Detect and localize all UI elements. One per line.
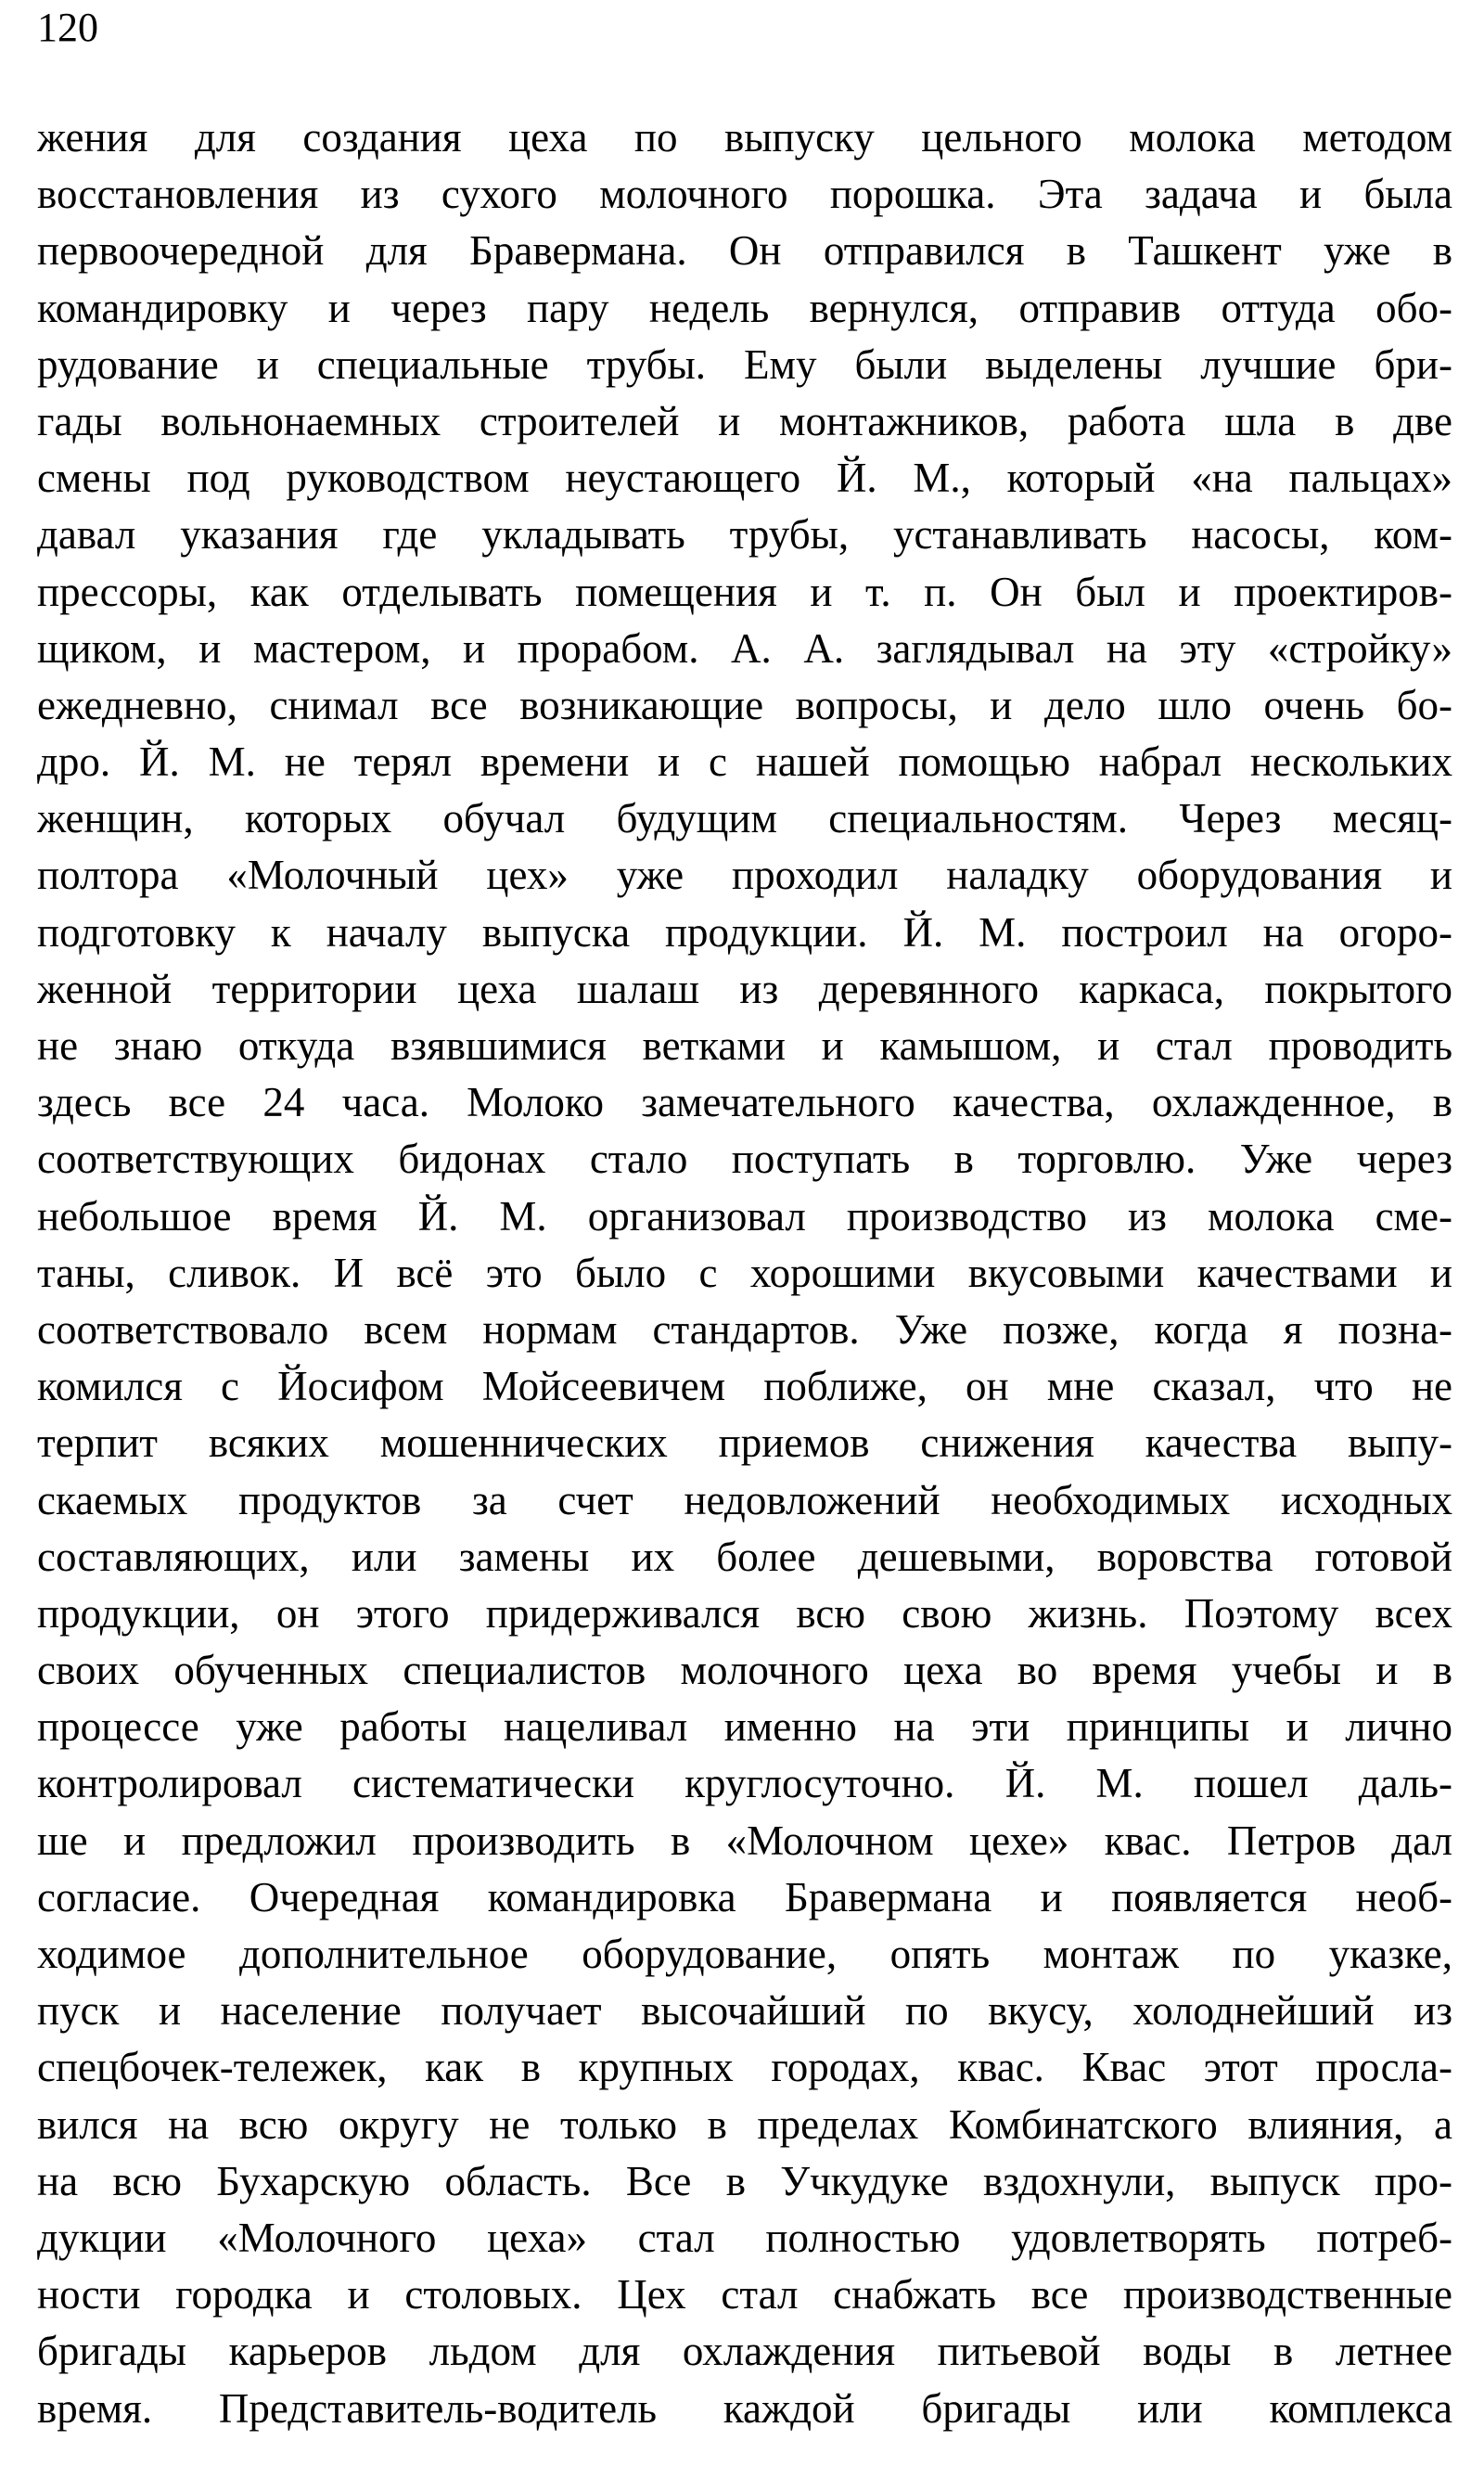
text-line: соответствовало всем нормам стандартов. Уже позже, когда я позна- <box>37 1305 1452 1353</box>
text-line: ше и предложил производить в «Молочном цехе» квас. Петров дал <box>37 1817 1452 1864</box>
text-line: продукции, он этого придерживался всю свою жизнь. Поэтому всех <box>37 1589 1452 1637</box>
text-line: женщин, которых обучал будущим специальностям. Через месяц- <box>37 795 1452 842</box>
text-line: на всю Бухарскую область. Все в Учкудуке вздохнули, выпуск про- <box>37 2157 1452 2204</box>
text-line: процессе уже работы нацеливал именно на эти принципы и лично <box>37 1703 1452 1751</box>
text-line: дро. Й. М. не терял времени и с нашей помощью набрал нескольких <box>37 739 1452 786</box>
text-line: женной территории цеха шалаш из деревянного каркаса, покрытого <box>37 965 1452 1012</box>
text-line: пуск и население получает высочайший по вкусу, холоднейший из <box>37 1987 1452 2035</box>
text-line: скаемых продуктов за счет недовложений необходимых исходных <box>37 1476 1452 1523</box>
text-line: спецбочек-тележек, как в крупных городах, квас. Квас этот просла- <box>37 2044 1452 2091</box>
text-line: командировку и через пару недель вернулся, отправив оттуда обо- <box>37 284 1452 331</box>
text-line: дукции «Молочного цеха» стал полностью удовлетворять потреб- <box>37 2214 1452 2261</box>
text-line: жения для создания цеха по выпуску цельного молока методом <box>37 114 1452 161</box>
text-line: составляющих, или замены их более дешевыми, воровства готовой <box>37 1533 1452 1580</box>
text-line: смены под руководством неустающего Й. М., который «на пальцах» <box>37 455 1452 502</box>
text-line: соответствующих бидонах стало поступать в торговлю. Уже через <box>37 1136 1452 1183</box>
text-line: комился с Йосифом Мойсеевичем поближе, он мне сказал, что не <box>37 1363 1452 1410</box>
text-line: рудование и специальные трубы. Ему были выделены лучшие бри- <box>37 340 1452 388</box>
text-line: вился на всю округу не только в пределах Комбинатского влияния, а <box>37 2100 1452 2148</box>
text-line: своих обученных специалистов молочного цеха во время учебы и в <box>37 1647 1452 1694</box>
text-line: подготовку к началу выпуска продукции. Й. М. построил на огоро- <box>37 908 1452 956</box>
text-line: согласие. Очередная командировка Бравермана и появляется необ- <box>37 1873 1452 1920</box>
text-line: терпит всяких мошеннических приемов снижения качества выпу- <box>37 1419 1452 1467</box>
text-line: ежедневно, снимал все возникающие вопросы, и дело шло очень бо- <box>37 681 1452 728</box>
text-line: давал указания где укладывать трубы, устанавливать насосы, ком- <box>37 511 1452 559</box>
text-line: гады вольнонаемных строителей и монтажников, работа шла в две <box>37 397 1452 444</box>
text-line: щиком, и мастером, и прорабом. А. А. заглядывал на эту «стройку» <box>37 624 1452 672</box>
text-line: первоочередной для Бравермана. Он отправился в Ташкент уже в <box>37 227 1452 275</box>
text-line: время. Представитель-водитель каждой бригады или комплекса <box>37 2384 1452 2432</box>
text-line: бригады карьеров льдом для охлаждения питьевой воды в летнее <box>37 2328 1452 2375</box>
text-line: здесь все 24 часа. Молоко замечательного качества, охлажденное, в <box>37 1079 1452 1126</box>
text-line: ности городка и столовых. Цех стал снабжать все производственные <box>37 2271 1452 2318</box>
text-line: контролировал систематически круглосуточно. Й. М. пошел даль- <box>37 1760 1452 1807</box>
text-line: полтора «Молочный цех» уже проходил наладку оборудования и <box>37 852 1452 899</box>
body-text <box>37 109 1452 2437</box>
text-line: прессоры, как отделывать помещения и т. п. Он был и проектиров- <box>37 568 1452 615</box>
text-line: не знаю откуда взявшимися ветками и камышом, и стал проводить <box>37 1022 1452 1069</box>
text-line: небольшое время Й. М. организовал производство из молока сме- <box>37 1192 1452 1239</box>
page-number: 120 <box>37 5 98 50</box>
text-line: восстановления из сухого молочного порошка. Эта задача и была <box>37 171 1452 218</box>
text-line: таны, сливок. И всё это было с хорошими вкусовыми качествами и <box>37 1249 1452 1296</box>
text-line: ходимое дополнительное оборудование, опять монтаж по указке, <box>37 1931 1452 1977</box>
